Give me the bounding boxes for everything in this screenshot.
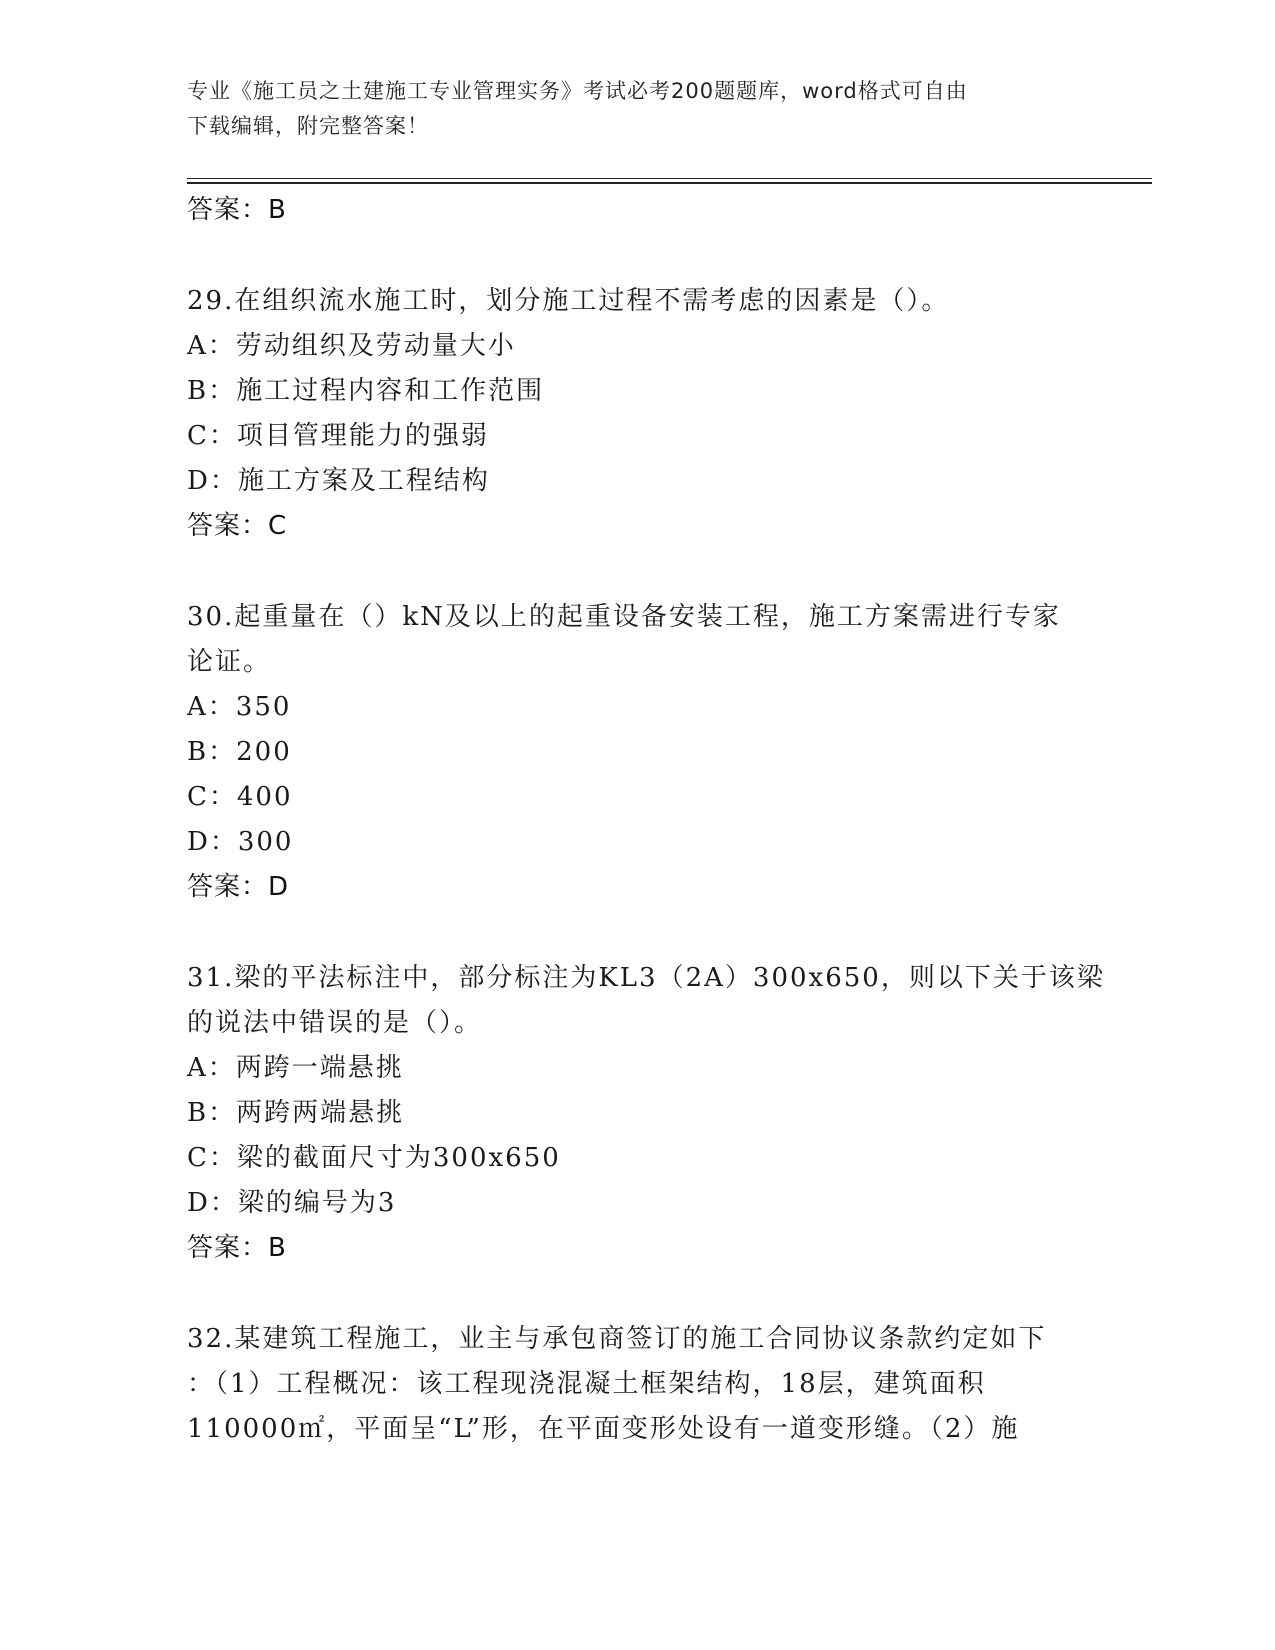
option-d: D：300 bbox=[187, 827, 294, 857]
option-c: C：项目管理能力的强弱 bbox=[187, 421, 489, 451]
answer-q28: 答案：B bbox=[187, 195, 287, 225]
option-a: A：350 bbox=[187, 692, 292, 722]
question-31 bbox=[187, 956, 1105, 1271]
answer-q30: 答案：D bbox=[187, 872, 290, 902]
question-29 bbox=[187, 279, 1087, 549]
answer-q31: 答案：B bbox=[187, 1233, 287, 1263]
option-d: D：梁的编号为3 bbox=[187, 1188, 397, 1218]
document-header bbox=[187, 74, 1067, 144]
option-b: B：施工过程内容和工作范围 bbox=[187, 376, 545, 406]
option-a: A：两跨一端悬挑 bbox=[187, 1053, 404, 1083]
question-30 bbox=[187, 595, 1087, 910]
question-32 bbox=[187, 1317, 1087, 1452]
question-stem: 30.起重量在（）kN及以上的起重设备安装工程，施工方案需进行专家 bbox=[187, 602, 1061, 632]
option-b: B：200 bbox=[187, 737, 292, 767]
answer-q29: 答案：C bbox=[187, 511, 288, 541]
document-body bbox=[187, 188, 1105, 1452]
question-stem-cont: 110000㎡，平面呈“L”形，在平面变形处设有一道变形缝。（2）施 bbox=[187, 1414, 1020, 1444]
option-a: A：劳动组织及劳动量大小 bbox=[187, 331, 516, 361]
option-b: B：两跨两端悬挑 bbox=[187, 1098, 405, 1128]
question-stem-cont: 的说法中错误的是（）。 bbox=[187, 1008, 483, 1038]
option-c: C：梁的截面尺寸为300x650 bbox=[187, 1143, 561, 1173]
question-stem: 31.梁的平法标注中，部分标注为KL3（2A）300x650，则以下关于该梁 bbox=[187, 963, 1105, 993]
question-stem-cont: ：（1）工程概况：该工程现浇混凝土框架结构，18层，建筑面积 bbox=[187, 1369, 986, 1399]
option-d: D：施工方案及工程结构 bbox=[187, 466, 490, 496]
question-stem-cont: 论证。 bbox=[187, 647, 272, 677]
question-stem: 32.某建筑工程施工，业主与承包商签订的施工合同协议条款约定如下 bbox=[187, 1324, 1047, 1354]
header-rule-thick bbox=[187, 182, 1152, 184]
header-line-2: 下载编辑，附完整答案！ bbox=[187, 114, 429, 138]
header-rule-thin bbox=[187, 178, 1152, 179]
option-c: C：400 bbox=[187, 782, 293, 812]
header-line-1: 专业《施工员之土建施工专业管理实务》考试必考200题题库，word格式可自由 bbox=[187, 79, 968, 103]
question-stem: 29.在组织流水施工时，划分施工过程不需考虑的因素是（）。 bbox=[187, 286, 950, 316]
